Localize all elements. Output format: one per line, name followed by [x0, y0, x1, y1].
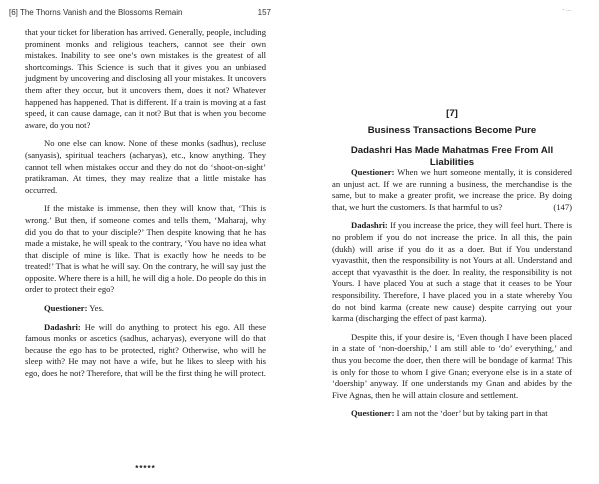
page-number: 157: [257, 8, 271, 17]
dadashri-label: Dadashri:: [351, 220, 388, 231]
questioner-label: Questioner:: [351, 408, 395, 419]
question-number: (147): [553, 201, 572, 212]
paragraph: that your ticket for liberation has arrived. Generally, people, including prominent monks and religious teachers, cannot see their own mistakes. Inability to see one’s own mistakes is the greatest of all shortcomings. This Science is such that it gives you an unbiased judgment by uncovering and disclosing all your mistakes. It uncovers them after they occur, but it uncovers them, does it not? Whatever happened has happened. That is different. If a train is moving at a fast speed, it can cause damage, can it not? But that is when you become aware, do you not?: [25, 27, 266, 130]
dadashri-text: If you increase the price, they will feel hurt. There is no problem if you do not increase the price. In all this, the pain (dukh) will arise if you do it as a doer. But if You understand vyavasthit, then the responsibility is not Yours at all. Understand and accept that vyavasthit is the doer. In reality, the responsibility is not Yours. I have placed You at such a stage that it ceases to be Your responsibility. Therefore, I have placed you in a state whereby You do not bind karma (create new cause) despite carrying out your karma (discharging the effect of past karma).: [332, 220, 573, 324]
section-separator: *****: [135, 464, 156, 473]
dadashri-label: Dadashri:: [44, 321, 81, 332]
left-page-body: [25, 27, 266, 387]
dadashri-text: He will do anything to protect his ego. All these famous monks or ascetics (sadhus, acharyas), everyone will do that because the ego has to be protected, right? Otherwise, who will he sleep with? He may not have a wife, but he likes to sleep with his ego, does he not? Therefore, that will be the first thing he will protect.: [25, 321, 267, 379]
section-title: Dadashri Has Made Mahatmas Free From All Liabilities: [350, 145, 554, 168]
running-head: [9, 8, 271, 17]
right-page-body: [332, 167, 572, 427]
questioner-text: When we hurt someone mentally, it is considered an unjust act. If we are running a business, the merchandise is the same, but to make a greater profit, we increase the price. By doing that, we hurt the customers. Is that harmful to us?: [332, 167, 572, 212]
questioner-paragraph: [25, 303, 266, 315]
questioner-label: Questioner:: [351, 167, 395, 177]
dadashri-paragraph: [332, 220, 572, 324]
questioner-text: Yes.: [89, 303, 104, 314]
chapter-title: Business Transactions Become Pure: [367, 125, 537, 136]
chapter-number: [7]: [446, 108, 458, 119]
page-mark: - ...: [562, 7, 571, 13]
questioner-text: I am not the ‘doer’ but by taking part in that: [396, 408, 548, 419]
questioner-paragraph: [332, 167, 572, 213]
running-head-title: [6] The Thorns Vanish and the Blossoms Remain: [9, 8, 183, 17]
questioner-paragraph: [332, 408, 572, 420]
paragraph: If the mistake is immense, then they will know that, ‘This is wrong.’ But then, if someone comes and tells them, ‘Maharaj, why did you do that to your disciple?’ Then despite knowing that he has made a mistake, he will speak to the contrary, ‘You have no idea what that disciple of mine is like. That is exactly how he needs to be treated!’ That is what he will say. On the contrary, he will say just the opposite. Where there is a hill, he will dig a hole. Do people do this in order to protect their ego?: [25, 203, 266, 295]
paragraph: Despite this, if your desire is, ‘Even though I have been placed in a state of ‘non-doership,’ I am still able to ‘do’ everything,’ and thus you become the doer, then there will be bondage of karma! This is only for those to whom I give Gnan; everyone else is in a state of ‘doership’ anyway. If one understands my Gnan and abides by the Five Agnas, then he will attain closure and settlement.: [332, 331, 572, 400]
paragraph: No one else can know. None of these monks (sadhus), recluse (sanyasis), spiritual teachers (acharyas), etc., know anything. They cannot tell when mistakes occur and they do not do ‘shoot-on-sight’ pratikraman. At times, they may realize that a little mistake has occurred.: [25, 138, 266, 195]
dadashri-paragraph: [25, 322, 266, 380]
questioner-label: Questioner:: [44, 303, 88, 314]
